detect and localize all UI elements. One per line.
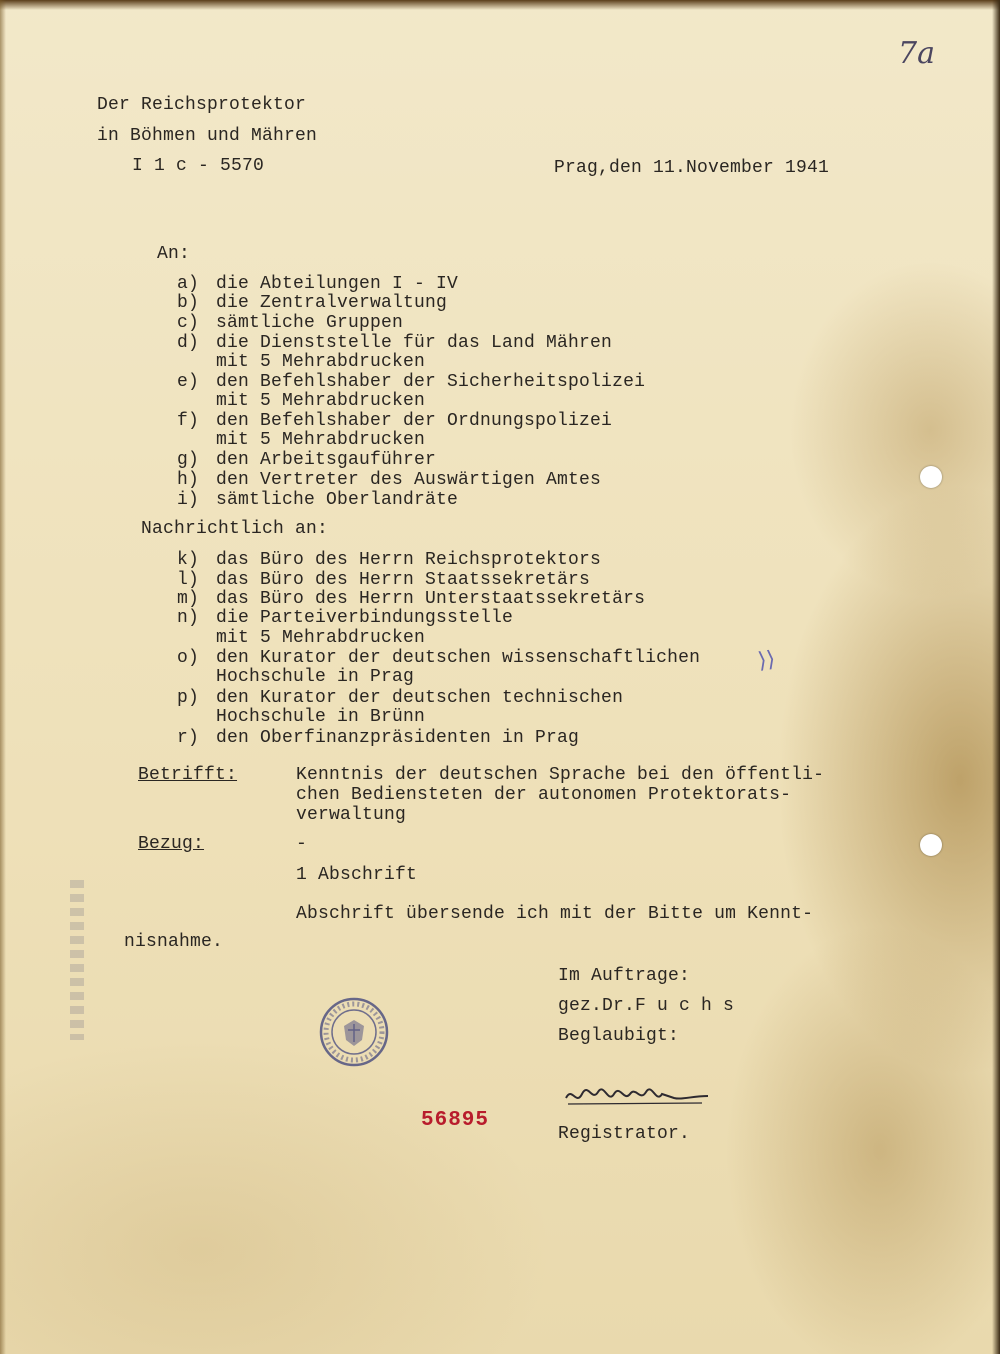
recipient-subline: mit 5 Mehrabdrucken: [216, 352, 426, 372]
info-recipient-text: die Parteiverbindungsstelle: [216, 608, 514, 628]
recipient-letter: g): [177, 450, 200, 470]
enclosure: 1 Abschrift: [296, 865, 418, 885]
info-recipient-text: den Kurator der deutschen technischen: [216, 688, 624, 708]
pencil-margin-mark: ⟩⟩: [756, 646, 777, 675]
reference-number: I 1 c - 5570: [132, 156, 265, 176]
body-line-2: nisnahme.: [124, 932, 224, 952]
recipient-letter: i): [177, 490, 200, 510]
subject-line-3: verwaltung: [296, 805, 407, 825]
subject-line-1: Kenntnis der deutschen Sprache bei den öffentli-: [296, 765, 825, 785]
margin-stamp-faint: [70, 880, 84, 1040]
sender-line-2: in Böhmen und Mähren: [97, 126, 318, 146]
recipient-text: die Zentralverwaltung: [216, 293, 448, 313]
info-recipient-letter: m): [177, 589, 200, 609]
recipient-text: den Befehlshaber der Sicherheitspolizei: [216, 372, 646, 392]
reference-label: Bezug:: [138, 834, 205, 854]
info-recipient-letter: n): [177, 608, 200, 628]
reference-value: -: [296, 834, 308, 854]
recipient-subline: mit 5 Mehrabdrucken: [216, 430, 426, 450]
info-recipient-letter: k): [177, 550, 200, 570]
info-recipients-label: Nachrichtlich an:: [141, 519, 329, 539]
recipient-text: den Befehlshaber der Ordnungspolizei: [216, 411, 613, 431]
handwritten-signature: [562, 1076, 712, 1110]
recipient-letter: c): [177, 313, 200, 333]
info-recipient-subline: mit 5 Mehrabdrucken: [216, 628, 426, 648]
info-recipient-letter: o): [177, 648, 200, 668]
recipient-letter: e): [177, 372, 200, 392]
recipient-text: den Arbeitsgauführer: [216, 450, 437, 470]
punch-hole-upper: [920, 466, 942, 488]
recipient-text: den Vertreter des Auswärtigen Amtes: [216, 470, 602, 490]
info-recipient-text: das Büro des Herrn Staatssekretärs: [216, 570, 591, 590]
closing-line-4: Registrator.: [558, 1124, 691, 1144]
handwritten-folio-number: 7a: [898, 36, 935, 71]
punch-hole-lower: [920, 834, 942, 856]
info-recipient-text: den Kurator der deutschen wissenschaftlichen: [216, 648, 701, 668]
paper-edge-right: [992, 0, 1000, 1354]
place-and-date: Prag,den 11.November 1941: [554, 158, 830, 178]
recipient-text: sämtliche Oberlandräte: [216, 490, 459, 510]
paper-edge-left: [0, 0, 6, 1354]
recipient-letter: b): [177, 293, 200, 313]
paper-edge-top: [0, 0, 1000, 10]
info-recipient-text: das Büro des Herrn Unterstaatssekretärs: [216, 589, 646, 609]
closing-line-2: gez.Dr.F u c h s: [558, 996, 735, 1016]
subject-line-2: chen Bediensteten der autonomen Protektorats-: [296, 785, 792, 805]
official-seal-stamp: [318, 996, 390, 1068]
recipient-subline: mit 5 Mehrabdrucken: [216, 391, 426, 411]
recipient-letter: a): [177, 274, 200, 294]
info-recipient-letter: r): [177, 728, 200, 748]
closing-line-3: Beglaubigt:: [558, 1026, 680, 1046]
body-line-1: Abschrift übersende ich mit der Bitte um Kennt-: [296, 904, 814, 924]
recipient-text: sämtliche Gruppen: [216, 313, 404, 333]
recipient-text: die Abteilungen I - IV: [216, 274, 459, 294]
registry-number-stamp: 56895: [421, 1109, 490, 1132]
sender-line-1: Der Reichsprotektor: [97, 95, 307, 115]
info-recipient-text: den Oberfinanzpräsidenten in Prag: [216, 728, 580, 748]
recipients-label: An:: [157, 244, 191, 264]
info-recipient-subline: Hochschule in Prag: [216, 667, 415, 687]
subject-label: Betrifft:: [138, 765, 238, 785]
info-recipient-subline: Hochschule in Brünn: [216, 707, 426, 727]
closing-line-1: Im Auftrage:: [558, 966, 691, 986]
info-recipient-letter: l): [177, 570, 200, 590]
recipient-text: die Dienststelle für das Land Mähren: [216, 333, 613, 353]
info-recipient-letter: p): [177, 688, 200, 708]
recipient-letter: h): [177, 470, 200, 490]
recipient-letter: d): [177, 333, 200, 353]
recipient-letter: f): [177, 411, 200, 431]
info-recipient-text: das Büro des Herrn Reichsprotektors: [216, 550, 602, 570]
